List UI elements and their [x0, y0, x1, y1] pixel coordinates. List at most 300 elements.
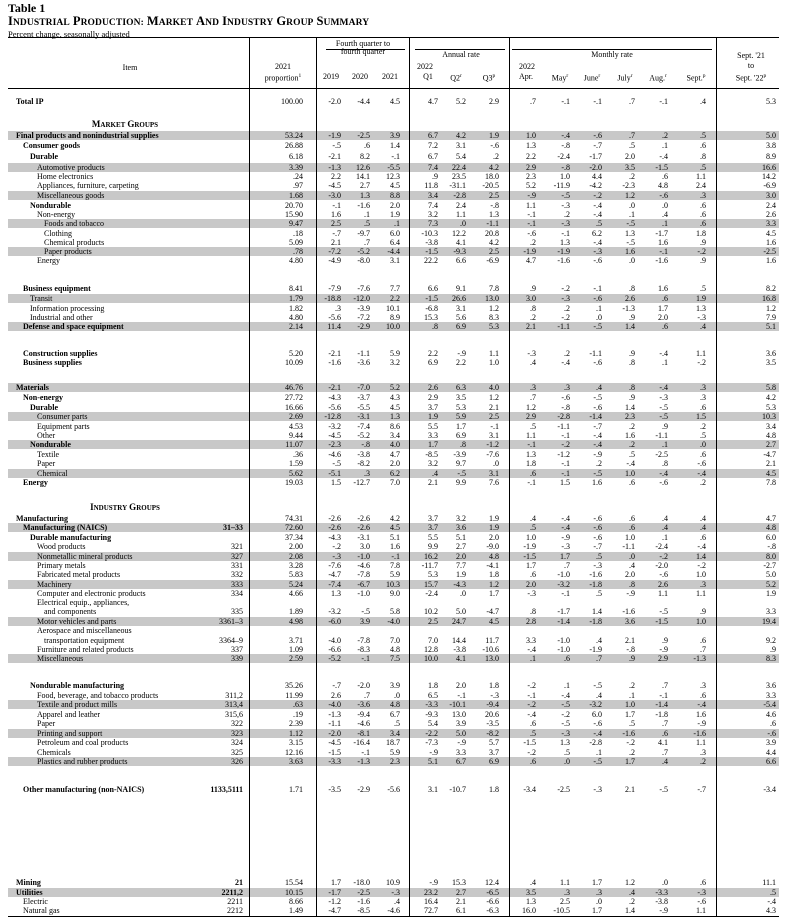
rate-value: 6.7: [428, 152, 438, 161]
rate-value: .7: [364, 691, 370, 700]
proportion-value: 2.59: [289, 654, 303, 663]
rate-value: .6: [700, 636, 706, 645]
rate-value: -.5: [593, 757, 602, 766]
rate-value: 1.5: [560, 478, 570, 487]
rate-value: 2.1: [428, 478, 438, 487]
row-label: Primary metals: [37, 561, 86, 570]
rate-value: -1.1: [622, 542, 635, 551]
rate-value: 1.3: [331, 589, 341, 598]
rate-value: -5.5: [357, 403, 370, 412]
rate-value: 1.0: [625, 700, 635, 709]
rate-value: 2.7: [456, 542, 466, 551]
rate-value: 10.0: [386, 322, 400, 331]
rate-value: .3: [530, 383, 536, 392]
rate-value: 1.5: [331, 478, 341, 487]
rate-value: -.6: [593, 358, 602, 367]
naics-code: 313,4: [225, 700, 243, 709]
rate-value: -1.3: [622, 304, 635, 313]
rate-value: -.9: [429, 748, 438, 757]
rate-value: .6: [700, 403, 706, 412]
rate-value: 3.7: [428, 514, 438, 523]
rate-value: 1.2: [489, 580, 499, 589]
rate-value: -4.1: [486, 561, 499, 570]
proportion-value: 4.80: [289, 256, 303, 265]
footnote-marker: p: [492, 73, 496, 79]
rate-value: 4.5: [390, 523, 400, 532]
proportion-value: 1.82: [289, 304, 303, 313]
rate-value: -.5: [626, 238, 635, 247]
naics-code: 326: [231, 757, 243, 766]
proportion-value: 46.76: [285, 383, 303, 392]
rate-value: 4.2: [766, 393, 776, 402]
rate-value: -.6: [767, 729, 776, 738]
rate-value: -.2: [697, 561, 706, 570]
rate-value: .3: [700, 383, 706, 392]
rate-value: .7: [700, 645, 706, 654]
rate-value: 4.4: [766, 748, 776, 757]
row-label: Total IP: [16, 97, 44, 106]
rate-value: 1.7: [560, 552, 570, 561]
rate-value: .5: [564, 748, 570, 757]
rate-value: -.1: [561, 589, 570, 598]
rate-value: -1.7: [589, 152, 602, 161]
rate-value: -3.1: [357, 412, 370, 421]
rate-value: -.6: [490, 141, 499, 150]
row-label: Paper products: [44, 247, 92, 256]
rate-value: -8.3: [357, 645, 370, 654]
rate-value: 1.9: [456, 570, 466, 579]
rate-value: 1.3: [360, 191, 370, 200]
rate-value: 1.6: [696, 710, 706, 719]
rate-value: 4.3: [766, 906, 776, 915]
rate-value: -1.7: [557, 607, 570, 616]
rate-value: 3.3: [766, 219, 776, 228]
rate-value: 4.1: [456, 654, 466, 663]
footnote-marker: r: [566, 73, 569, 79]
rate-value: 3.2: [428, 459, 438, 468]
rate-value: .1: [662, 219, 668, 228]
proportion-value: 8.66: [289, 897, 303, 906]
rate-value: 2.2: [331, 172, 341, 181]
row-label: Energy: [37, 256, 60, 265]
proportion-value: 5.62: [289, 469, 303, 478]
rate-value: -4.3: [453, 580, 466, 589]
header-col-2019: 2019: [323, 72, 339, 81]
rate-value: -.4: [561, 514, 570, 523]
rate-value: -.1: [361, 654, 370, 663]
rate-value: -4.0: [387, 617, 400, 626]
rate-value: -2.1: [328, 383, 341, 392]
rate-value: -3.2: [328, 422, 341, 431]
rate-value: .1: [596, 304, 602, 313]
rate-value: .9: [700, 238, 706, 247]
rate-value: 5.2: [390, 383, 400, 392]
rate-value: -.6: [527, 229, 536, 238]
rate-value: -7.8: [357, 570, 370, 579]
rate-value: -1.6: [655, 256, 668, 265]
rate-value: .4: [662, 210, 668, 219]
rate-value: 14.4: [452, 636, 466, 645]
rate-value: -4.7: [328, 570, 341, 579]
rate-value: 2.0: [390, 459, 400, 468]
rate-value: 7.7: [390, 284, 400, 293]
rate-value: 3.6: [766, 681, 776, 690]
rate-value: -3.6: [357, 358, 370, 367]
rate-value: 6.1: [456, 906, 466, 915]
rate-value: -.4: [626, 459, 635, 468]
rate-value: -6.7: [357, 580, 370, 589]
rate-value: -1.9: [328, 131, 341, 140]
rate-value: .4: [700, 514, 706, 523]
rate-value: -5.5: [387, 163, 400, 172]
rate-value: .9: [432, 172, 438, 181]
rate-value: .4: [662, 514, 668, 523]
rate-value: -.4: [527, 710, 536, 719]
rate-value: -6.8: [425, 304, 438, 313]
row-label: Non-energy: [23, 393, 63, 402]
rate-value: 5.2: [766, 580, 776, 589]
rate-value: .4: [700, 523, 706, 532]
rate-value: -5.2: [328, 654, 341, 663]
rate-value: -.6: [593, 131, 602, 140]
rate-value: -2.0: [655, 561, 668, 570]
rate-value: .0: [460, 589, 466, 598]
proportion-value: 1.89: [289, 607, 303, 616]
rate-value: 1.7: [456, 422, 466, 431]
row-label: Aerospace and miscellaneous: [37, 626, 132, 635]
proportion-value: .78: [293, 247, 303, 256]
rate-value: .8: [700, 152, 706, 161]
rate-value: -3.9: [357, 304, 370, 313]
header-col-q1: Q1: [423, 72, 433, 81]
rate-value: 2.1: [489, 403, 499, 412]
rate-value: .6: [700, 450, 706, 459]
rate-value: 1.2: [489, 393, 499, 402]
section-heading: MARKET GROUPS: [91, 119, 159, 129]
rate-value: .2: [700, 757, 706, 766]
rate-value: 1.6: [625, 431, 635, 440]
rate-value: .2: [564, 210, 570, 219]
rate-value: 2.0: [625, 570, 635, 579]
rate-value: 1.7: [625, 757, 635, 766]
rate-value: 2.0: [456, 552, 466, 561]
rate-value: -.6: [593, 533, 602, 542]
rate-value: -.3: [593, 247, 602, 256]
rate-value: .0: [460, 219, 466, 228]
proportion-value: 26.88: [285, 141, 303, 150]
rate-value: 1.7: [526, 561, 536, 570]
rate-value: 12.8: [424, 645, 438, 654]
rate-value: .4: [596, 691, 602, 700]
rate-value: .6: [700, 533, 706, 542]
rate-value: 10.2: [424, 607, 438, 616]
rate-value: .6: [530, 469, 536, 478]
rate-value: .8: [629, 284, 635, 293]
rate-value: -8.1: [357, 729, 370, 738]
rate-value: 26.6: [452, 294, 466, 303]
rate-value: 4.2: [456, 131, 466, 140]
rate-value: -2.5: [357, 131, 370, 140]
rate-value: -.6: [593, 403, 602, 412]
rate-value: -1.1: [486, 219, 499, 228]
rate-value: .6: [662, 729, 668, 738]
table-number: Table 1: [8, 1, 46, 15]
rate-value: -.9: [659, 906, 668, 915]
row-label: Paper: [37, 459, 56, 468]
rate-value: -.9: [659, 645, 668, 654]
rate-value: -12.8: [324, 412, 341, 421]
rate-value: .6: [700, 691, 706, 700]
rate-value: -.2: [697, 358, 706, 367]
rate-value: -9.4: [357, 710, 370, 719]
rate-value: 2.0: [489, 533, 499, 542]
rate-value: .2: [596, 459, 602, 468]
row-label: Transit: [30, 294, 53, 303]
rate-value: 1.3: [625, 229, 635, 238]
rate-value: -10.1: [449, 700, 466, 709]
rate-value: .7: [596, 654, 602, 663]
rate-value: 2.4: [456, 201, 466, 210]
rate-value: -7.6: [357, 284, 370, 293]
rate-value: -.3: [697, 888, 706, 897]
rate-value: .7: [364, 238, 370, 247]
rate-value: .6: [700, 219, 706, 228]
rate-value: 19.4: [762, 617, 776, 626]
rate-value: 3.0: [526, 294, 536, 303]
rate-value: 8.0: [766, 552, 776, 561]
row-label: Paper: [37, 719, 56, 728]
rate-value: -1.3: [328, 710, 341, 719]
rate-value: -2.9: [357, 322, 370, 331]
proportion-value: 15.90: [285, 210, 303, 219]
rate-value: 1.1: [696, 906, 706, 915]
rate-value: 3.4: [390, 729, 400, 738]
rate-value: -3.1: [357, 533, 370, 542]
rate-value: .2: [629, 422, 635, 431]
rate-value: -.2: [527, 700, 536, 709]
rate-value: -.1: [457, 691, 466, 700]
rate-value: -2.4: [655, 542, 668, 551]
rate-value: 3.9: [390, 681, 400, 690]
rate-value: -8.0: [357, 256, 370, 265]
rate-value: -1.0: [557, 645, 570, 654]
rate-value: -.2: [561, 284, 570, 293]
footnote-marker: r: [664, 73, 667, 79]
naics-code: 333: [231, 580, 243, 589]
rate-value: -1.0: [557, 570, 570, 579]
header-group-q4-line2: fourth quarter: [340, 47, 386, 56]
rate-value: 1.4: [390, 141, 400, 150]
header-year-2022-annual: 2022: [417, 62, 433, 71]
rate-value: .2: [629, 748, 635, 757]
row-label: Manufacturing (NAICS): [23, 523, 108, 532]
rate-value: -5.6: [328, 403, 341, 412]
rate-value: -3.8: [453, 645, 466, 654]
section-heading: INDUSTRY GROUPS: [90, 502, 160, 512]
rate-value: .8: [629, 383, 635, 392]
rate-value: -1.1: [589, 349, 602, 358]
rate-value: 3.4: [390, 431, 400, 440]
footnote-marker: r: [630, 73, 633, 79]
rate-value: -.1: [490, 422, 499, 431]
rate-value: -3.8: [425, 238, 438, 247]
rate-value: .9: [629, 654, 635, 663]
rate-value: .4: [700, 97, 706, 106]
rate-value: -.1: [659, 247, 668, 256]
rate-value: .5: [700, 163, 706, 172]
rate-value: -7.6: [486, 450, 499, 459]
rate-value: .6: [700, 878, 706, 887]
rate-value: -.5: [659, 785, 668, 794]
rate-value: -.1: [527, 478, 536, 487]
rate-value: -.9: [561, 533, 570, 542]
rate-value: -.1: [527, 210, 536, 219]
rate-value: 1.7: [592, 878, 602, 887]
rate-value: -3.0: [328, 191, 341, 200]
rate-value: -.9: [697, 719, 706, 728]
rate-value: .1: [662, 533, 668, 542]
rate-value: -.2: [527, 748, 536, 757]
rate-value: -.3: [561, 294, 570, 303]
rate-value: .1: [662, 440, 668, 449]
rate-value: 16.6: [762, 163, 776, 172]
rate-value: 1.9: [390, 210, 400, 219]
rate-value: -3.3: [655, 888, 668, 897]
rate-value: .4: [629, 888, 635, 897]
rate-value: -.6: [659, 191, 668, 200]
proportion-value: 1.79: [289, 294, 303, 303]
row-label: Information processing: [30, 304, 105, 313]
rate-value: -.1: [332, 201, 341, 210]
row-label: Petroleum and coal products: [37, 738, 129, 747]
rate-value: 6.0: [390, 229, 400, 238]
rate-value: 2.0: [625, 152, 635, 161]
rate-value: 16.2: [424, 552, 438, 561]
row-label: Manufacturing: [16, 514, 68, 523]
rate-value: -.7: [593, 422, 602, 431]
rate-value: -18.8: [324, 294, 341, 303]
rate-value: 1.7: [625, 710, 635, 719]
rate-value: 2.5: [428, 617, 438, 626]
row-label: Energy: [23, 478, 48, 487]
header-proportion: proportion$^1$: [264, 73, 302, 83]
rate-value: -.5: [659, 607, 668, 616]
rate-value: .4: [596, 636, 602, 645]
header-col-2021: 2021: [382, 72, 398, 81]
rate-value: -2.5: [357, 888, 370, 897]
rate-value: 8.3: [489, 313, 499, 322]
rate-value: .7: [530, 97, 536, 106]
rate-value: -.5: [659, 403, 668, 412]
rate-value: -.5: [626, 219, 635, 228]
rate-value: -2.5: [763, 247, 776, 256]
rate-value: -.8: [561, 163, 570, 172]
rate-value: 7.8: [766, 478, 776, 487]
rate-value: -.7: [593, 542, 602, 551]
rate-value: 4.8: [390, 700, 400, 709]
rate-value: 20.6: [485, 710, 499, 719]
row-label: Utilities: [16, 888, 43, 897]
rate-value: 11.4: [327, 322, 341, 331]
rate-value: .9: [629, 313, 635, 322]
rate-value: -1.6: [693, 729, 706, 738]
rate-value: -.4: [593, 729, 602, 738]
rate-value: 13.0: [452, 710, 466, 719]
rate-value: 3.3: [428, 431, 438, 440]
rate-value: -.9: [457, 738, 466, 747]
rate-value: 6.2: [390, 469, 400, 478]
header-col-july: July$^r$: [617, 73, 633, 83]
rate-value: .6: [629, 478, 635, 487]
rate-value: .0: [662, 878, 668, 887]
rate-value: -4.3: [328, 533, 341, 542]
proportion-value: 1.49: [289, 906, 303, 915]
rate-value: 2.3: [526, 172, 536, 181]
rate-value: .6: [770, 719, 776, 728]
rate-value: 1.2: [625, 878, 635, 887]
proportion-value: 3.15: [289, 738, 303, 747]
rate-value: .9: [770, 645, 776, 654]
proportion-value: 8.41: [289, 284, 303, 293]
rate-value: 3.0: [766, 191, 776, 200]
rate-value: .3: [700, 191, 706, 200]
rate-value: 5.7: [489, 738, 499, 747]
rate-value: -2.8: [453, 191, 466, 200]
rate-value: .4: [530, 514, 536, 523]
proportion-value: .19: [293, 710, 303, 719]
rate-value: -1.8: [655, 710, 668, 719]
rate-value: -1.5: [523, 738, 536, 747]
rate-value: -.4: [561, 691, 570, 700]
proportion-value: 72.60: [285, 523, 303, 532]
row-label: Furniture and related products: [37, 645, 134, 654]
rate-value: 2.9: [428, 393, 438, 402]
rate-value: -.1: [527, 691, 536, 700]
rate-value: -.3: [527, 349, 536, 358]
rate-value: .7: [629, 131, 635, 140]
row-label: Home electronics: [37, 172, 94, 181]
rate-value: .5: [700, 131, 706, 140]
rate-value: 14.1: [356, 172, 370, 181]
rate-value: -.2: [561, 313, 570, 322]
rate-value: .6: [662, 322, 668, 331]
rate-value: 1.5: [696, 412, 706, 421]
rate-value: .2: [564, 349, 570, 358]
proportion-value: .18: [293, 229, 303, 238]
rate-value: 4.2: [390, 514, 400, 523]
rate-value: -3.4: [763, 785, 776, 794]
rate-value: 4.0: [390, 440, 400, 449]
row-label: Machinery: [37, 580, 72, 589]
rate-value: 3.3: [766, 691, 776, 700]
rate-value: .4: [700, 322, 706, 331]
rate-value: -5.2: [357, 431, 370, 440]
rate-value: 18.0: [485, 172, 499, 181]
rate-value: 3.6: [625, 617, 635, 626]
rate-value: 15.3: [452, 878, 466, 887]
row-label: Other manufacturing (non-NAICS): [23, 785, 145, 794]
rate-value: -.2: [697, 247, 706, 256]
rate-value: .1: [394, 219, 400, 228]
rate-value: -7.3: [425, 738, 438, 747]
rate-value: 5.9: [390, 570, 400, 579]
rate-value: 23.2: [424, 888, 438, 897]
rate-value: 2.6: [658, 580, 668, 589]
rate-value: -4.6: [387, 906, 400, 915]
rate-value: 8.2: [766, 284, 776, 293]
rate-value: 1.6: [390, 542, 400, 551]
rate-value: 4.8: [658, 181, 668, 190]
